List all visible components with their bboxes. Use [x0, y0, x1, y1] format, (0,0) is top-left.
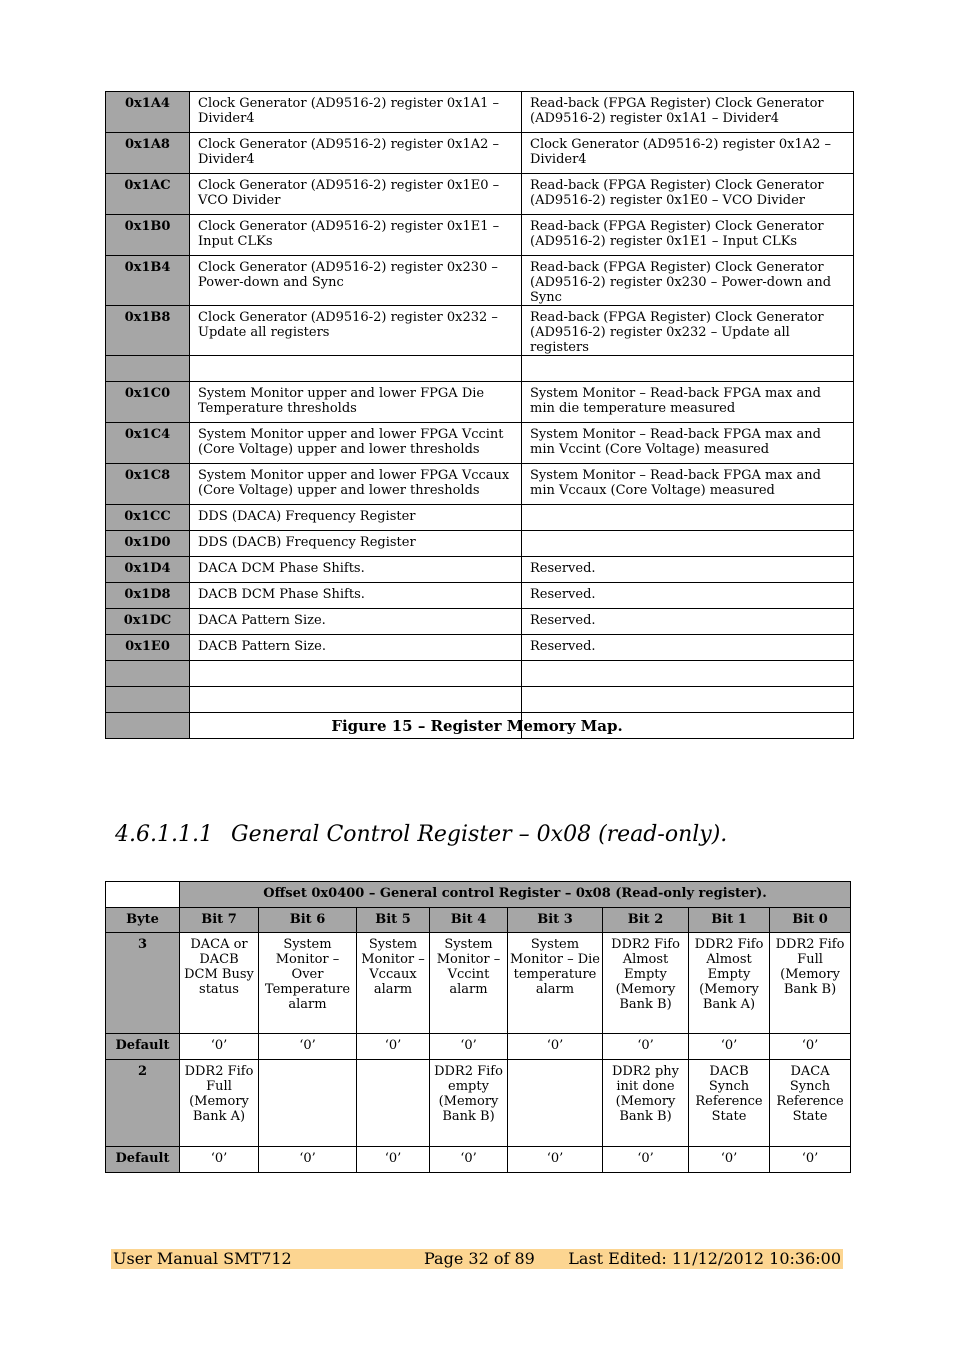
register-header-bit-2: Bit 2 — [603, 908, 689, 933]
register-write-description — [190, 687, 522, 713]
register-header-bit-5: Bit 5 — [357, 908, 430, 933]
memory-map-row — [106, 92, 854, 133]
section-number: 4.6.1.1.1 — [115, 822, 213, 847]
bit-description: System Monitor – Vccaux alarm — [357, 933, 430, 1034]
register-write-description: DACB Pattern Size. — [190, 635, 522, 661]
bit-description: DACA Synch Reference State — [770, 1060, 851, 1147]
memory-map-row — [106, 635, 854, 661]
register-read-description: Reserved. — [522, 635, 854, 661]
register-address — [106, 661, 190, 687]
register-read-description — [522, 505, 854, 531]
memory-map-row — [106, 306, 854, 356]
register-write-description: System Monitor upper and lower FPGA Vccint (Core Voltage) upper and lower thresholds — [190, 423, 522, 464]
register-address: 0x1E0 — [106, 635, 190, 661]
register-read-description: Clock Generator (AD9516-2) register 0x1A2 – Divider4 — [522, 133, 854, 174]
register-header-bit-3: Bit 3 — [508, 908, 603, 933]
register-address: 0x1AC — [106, 174, 190, 215]
register-read-description: System Monitor – Read-back FPGA max and min Vccint (Core Voltage) measured — [522, 423, 854, 464]
memory-map-row — [106, 661, 854, 687]
bit-default-value: ‘0’ — [689, 1034, 770, 1060]
register-address: 0x1B0 — [106, 215, 190, 256]
bit-description: DDR2 phy init done (Memory Bank B) — [603, 1060, 689, 1147]
register-read-description — [522, 356, 854, 382]
register-table-header — [106, 908, 851, 933]
bit-description — [259, 1060, 357, 1147]
register-default-row — [106, 1034, 851, 1060]
register-address: 0x1D0 — [106, 531, 190, 557]
bit-default-value: ‘0’ — [430, 1147, 508, 1173]
register-address: 0x1C4 — [106, 423, 190, 464]
default-label: Default — [106, 1147, 180, 1173]
register-write-description: DACA DCM Phase Shifts. — [190, 557, 522, 583]
figure-caption: Figure 15 – Register Memory Map. — [331, 717, 623, 735]
bit-description — [357, 1060, 430, 1147]
register-read-description — [522, 531, 854, 557]
memory-map-row — [106, 382, 854, 423]
register-header-bit-6: Bit 6 — [259, 908, 357, 933]
register-address: 0x1CC — [106, 505, 190, 531]
register-header-bit-4: Bit 4 — [430, 908, 508, 933]
register-address: 0x1C0 — [106, 382, 190, 423]
bit-default-value: ‘0’ — [689, 1147, 770, 1173]
bit-default-value: ‘0’ — [770, 1147, 851, 1173]
byte-number: 2 — [106, 1060, 180, 1147]
register-byte-row — [106, 933, 851, 1034]
register-read-description — [522, 661, 854, 687]
register-write-description: DDS (DACB) Frequency Register — [190, 531, 522, 557]
bit-description: DDR2 Fifo Full (Memory Bank B) — [770, 933, 851, 1034]
register-read-description: Read-back (FPGA Register) Clock Generator (AD9516-2) register 0x1E0 – VCO Divider — [522, 174, 854, 215]
register-read-description: Reserved. — [522, 557, 854, 583]
register-write-description: Clock Generator (AD9516-2) register 0x230 – Power-down and Sync — [190, 256, 522, 306]
memory-map-row — [106, 256, 854, 306]
register-address — [106, 356, 190, 382]
register-read-description: Reserved. — [522, 609, 854, 635]
register-write-description: Clock Generator (AD9516-2) register 0x232 – Update all registers — [190, 306, 522, 356]
register-read-description: System Monitor – Read-back FPGA max and min Vccaux (Core Voltage) measured — [522, 464, 854, 505]
bit-default-value: ‘0’ — [180, 1147, 259, 1173]
bit-description — [508, 1060, 603, 1147]
bit-description: System Monitor – Vccint alarm — [430, 933, 508, 1034]
bit-description: System Monitor – Die temperature alarm — [508, 933, 603, 1034]
bit-default-value: ‘0’ — [357, 1147, 430, 1173]
bit-description: DDR2 Fifo Almost Empty (Memory Bank A) — [689, 933, 770, 1034]
memory-map-row — [106, 583, 854, 609]
memory-map-row — [106, 133, 854, 174]
register-write-description: Clock Generator (AD9516-2) register 0x1A1 – Divider4 — [190, 92, 522, 133]
register-address: 0x1C8 — [106, 464, 190, 505]
footer-last-edited: Last Edited: 11/12/2012 10:36:00 — [568, 1249, 841, 1268]
section-title: General Control Register – 0x08 (read-only). — [231, 822, 728, 847]
bit-default-value: ‘0’ — [603, 1034, 689, 1060]
register-write-description — [190, 356, 522, 382]
register-address: 0x1B8 — [106, 306, 190, 356]
memory-map-row — [106, 687, 854, 713]
footer-manual-name: User Manual SMT712 — [113, 1249, 292, 1268]
general-control-register-table — [105, 881, 851, 1173]
register-write-description: Clock Generator (AD9516-2) register 0x1E1 – Input CLKs — [190, 215, 522, 256]
memory-map-row — [106, 464, 854, 505]
register-header-bit-1: Bit 1 — [689, 908, 770, 933]
register-read-description: System Monitor – Read-back FPGA max and min die temperature measured — [522, 382, 854, 423]
bit-description: DACA or DACB DCM Busy status — [180, 933, 259, 1034]
bit-default-value: ‘0’ — [259, 1034, 357, 1060]
bit-default-value: ‘0’ — [430, 1034, 508, 1060]
memory-map-row — [106, 609, 854, 635]
page-footer — [111, 1249, 843, 1269]
bit-default-value: ‘0’ — [357, 1034, 430, 1060]
byte-number: 3 — [106, 933, 180, 1034]
register-read-description: Read-back (FPGA Register) Clock Generator (AD9516-2) register 0x232 – Update all registers — [522, 306, 854, 356]
bit-default-value: ‘0’ — [259, 1147, 357, 1173]
bit-default-value: ‘0’ — [508, 1034, 603, 1060]
register-header-bit-0: Bit 0 — [770, 908, 851, 933]
register-byte-row — [106, 1060, 851, 1147]
register-address — [106, 687, 190, 713]
register-table-title: Offset 0x0400 – General control Register – 0x08 (Read-only register). — [180, 882, 851, 908]
bit-default-value: ‘0’ — [508, 1147, 603, 1173]
register-memory-map-table — [105, 91, 854, 739]
bit-default-value: ‘0’ — [770, 1034, 851, 1060]
bit-default-value: ‘0’ — [603, 1147, 689, 1173]
memory-map-row — [106, 531, 854, 557]
register-write-description: Clock Generator (AD9516-2) register 0x1E0 – VCO Divider — [190, 174, 522, 215]
register-address: 0x1B4 — [106, 256, 190, 306]
register-header-byte: Byte — [106, 908, 180, 933]
register-write-description: DDS (DACA) Frequency Register — [190, 505, 522, 531]
register-read-description: Read-back (FPGA Register) Clock Generator (AD9516-2) register 0x1E1 – Input CLKs — [522, 215, 854, 256]
bit-description: DDR2 Fifo empty (Memory Bank B) — [430, 1060, 508, 1147]
register-write-description: System Monitor upper and lower FPGA Die Temperature thresholds — [190, 382, 522, 423]
bit-description: System Monitor – Over Temperature alarm — [259, 933, 357, 1034]
bit-description: DDR2 Fifo Almost Empty (Memory Bank B) — [603, 933, 689, 1034]
memory-map-row — [106, 505, 854, 531]
memory-map-row — [106, 174, 854, 215]
section-heading — [115, 822, 727, 847]
register-read-description: Reserved. — [522, 583, 854, 609]
register-address: 0x1D4 — [106, 557, 190, 583]
register-write-description: DACB DCM Phase Shifts. — [190, 583, 522, 609]
bit-default-value: ‘0’ — [180, 1034, 259, 1060]
memory-map-row — [106, 215, 854, 256]
register-write-description: Clock Generator (AD9516-2) register 0x1A2 – Divider4 — [190, 133, 522, 174]
register-address: 0x1DC — [106, 609, 190, 635]
default-label: Default — [106, 1034, 180, 1060]
register-read-description: Read-back (FPGA Register) Clock Generator (AD9516-2) register 0x1A1 – Divider4 — [522, 92, 854, 133]
bit-description: DACB Synch Reference State — [689, 1060, 770, 1147]
register-address: 0x1D8 — [106, 583, 190, 609]
register-read-description — [522, 687, 854, 713]
memory-map-row — [106, 557, 854, 583]
register-header-bit-7: Bit 7 — [180, 908, 259, 933]
register-write-description — [190, 661, 522, 687]
register-address: 0x1A4 — [106, 92, 190, 133]
register-read-description: Read-back (FPGA Register) Clock Generator (AD9516-2) register 0x230 – Power-down and Sync — [522, 256, 854, 306]
memory-map-row — [106, 356, 854, 382]
register-write-description: DACA Pattern Size. — [190, 609, 522, 635]
register-address: 0x1A8 — [106, 133, 190, 174]
footer-page-number: Page 32 of 89 — [424, 1249, 535, 1268]
register-default-row — [106, 1147, 851, 1173]
register-write-description: System Monitor upper and lower FPGA Vccaux (Core Voltage) upper and lower thresholds — [190, 464, 522, 505]
register-table-corner — [106, 882, 180, 908]
register-table-body — [106, 933, 851, 1173]
bit-description: DDR2 Fifo Full (Memory Bank A) — [180, 1060, 259, 1147]
memory-map-body — [106, 92, 854, 739]
memory-map-row — [106, 423, 854, 464]
